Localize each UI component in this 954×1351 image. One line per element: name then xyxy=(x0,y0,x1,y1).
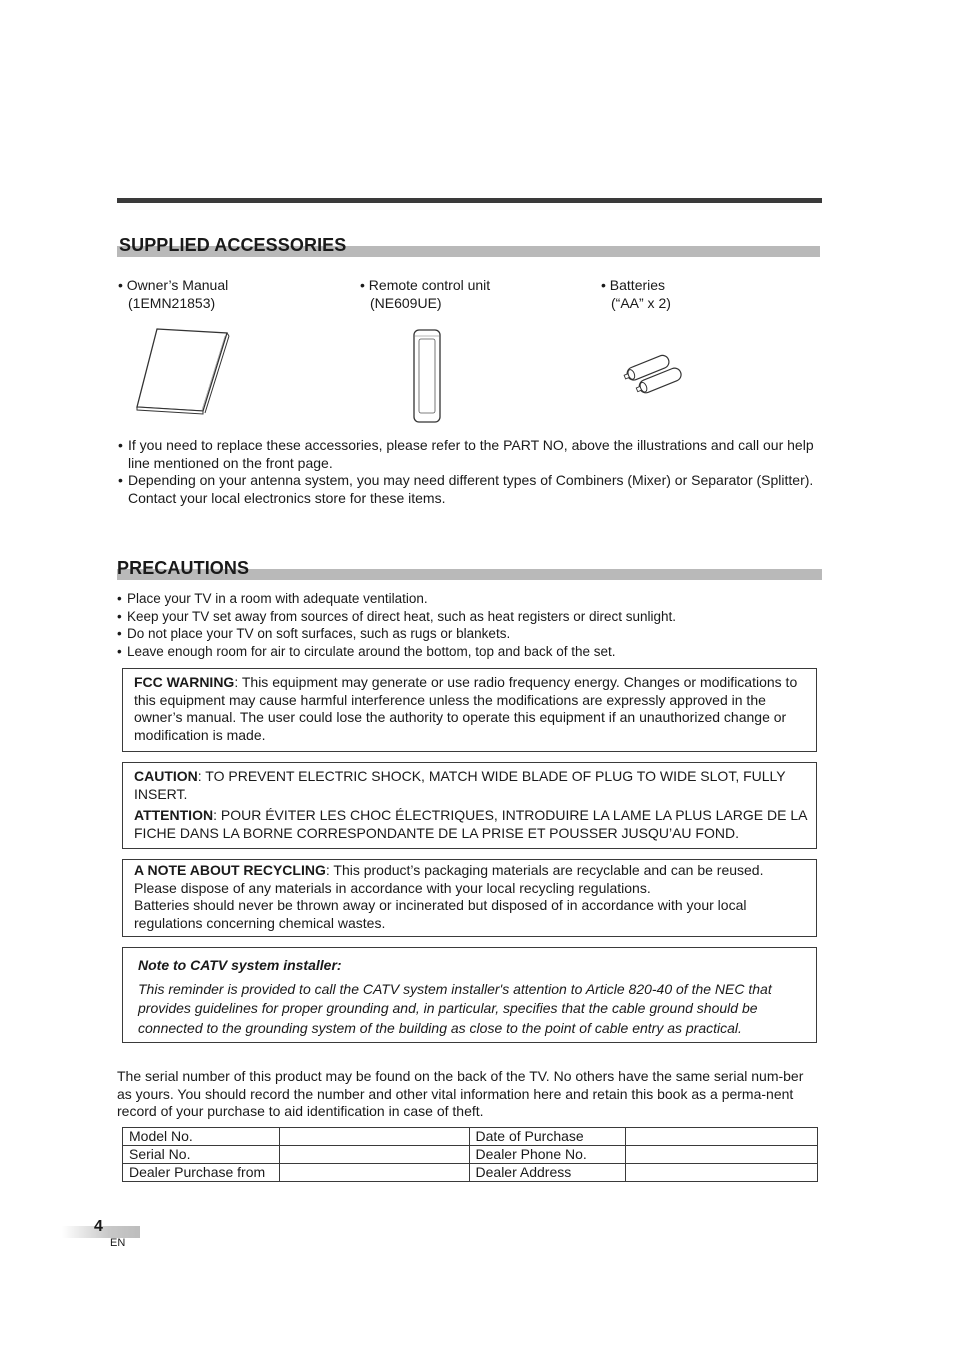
page-language: EN xyxy=(110,1237,126,1249)
caution-label: CAUTION xyxy=(134,768,198,784)
table-cell: Date of Purchase xyxy=(469,1128,626,1146)
batteries-icon xyxy=(620,350,690,398)
recycling-label: A NOTE ABOUT RECYCLING xyxy=(134,862,326,878)
list-item: • Keep your TV set away from sources of direct heat, such as heat registers or direct sunlight. xyxy=(117,608,822,626)
fcc-warning-box xyxy=(122,668,817,752)
table-cell: Serial No. xyxy=(123,1146,280,1164)
accessory-batteries xyxy=(601,276,671,312)
list-item: • Leave enough room for air to circulate around the bottom, top and back of the set. xyxy=(117,643,822,661)
table-cell: Dealer Purchase from xyxy=(123,1164,280,1182)
list-item: • Do not place your TV on soft surfaces, such as rugs or blankets. xyxy=(117,625,822,643)
table-cell-blank[interactable] xyxy=(279,1128,469,1146)
accessory-name: • Owner’s Manual xyxy=(118,277,229,293)
table-cell-blank[interactable] xyxy=(279,1164,469,1182)
caution-box xyxy=(122,762,817,849)
serial-number-text: The serial number of this product may be found on the back of the TV. No others have the same serial num-ber as yours. You should record the number and other vital information here and retain this book as a perma-nent record of your purchase to aid identification in case of theft. xyxy=(117,1068,804,1119)
table-cell-blank[interactable] xyxy=(626,1128,818,1146)
accessory-part: (NE609UE) xyxy=(370,295,442,311)
catv-note-text: This reminder is provided to call the CATV system installer's attention to Article 820-40 of the NEC that provides guidelines for proper grounding and, in particular, specifies that the cable ground should be connected to the grounding system of the building as close to the point of cable entry as practical. xyxy=(138,980,772,1036)
accessory-part: (1EMN21853) xyxy=(128,295,216,311)
accessory-owners-manual xyxy=(118,276,228,312)
remote-icon xyxy=(408,327,448,425)
attention-text: : POUR ÉVITER LES CHOC ÉLECTRIQUES, INTRODUIRE LA LAME LA PLUS LARGE DE LA FICHE DANS LA BORNE CORRESPONDANTE DE LA PRISE ET POUSSER JUSQU’AU FOND. xyxy=(134,807,807,841)
accessory-remote xyxy=(360,276,490,312)
table-row xyxy=(123,1128,818,1146)
caution-text: : TO PREVENT ELECTRIC SHOCK, MATCH WIDE BLADE OF PLUG TO WIDE SLOT, FULLY INSERT. xyxy=(134,768,786,802)
table-cell-blank[interactable] xyxy=(279,1146,469,1164)
accessory-part: (“AA” x 2) xyxy=(611,295,671,311)
catv-note-box xyxy=(122,947,817,1043)
recycling-text: : This product’s packaging materials are recyclable and can be reused. Please dispose of any materials in accordance with your local recycling regulations. xyxy=(134,862,764,896)
attention-label: ATTENTION xyxy=(134,807,214,823)
section-title-precautions: PRECAUTIONS xyxy=(117,558,250,578)
fcc-text: : This equipment may generate or use radio frequency energy. Changes or modifications to this equipment may cause harmful interference unless the modifications are expressly approved in the owner’s manual. The user could lose the authority to operate this equipment if an unauthorized change or modification is made. xyxy=(134,674,798,743)
top-rule xyxy=(117,198,822,203)
table-cell: Model No. xyxy=(123,1128,280,1146)
section-title-supplied-accessories: SUPPLIED ACCESSORIES xyxy=(119,235,347,255)
list-item: • If you need to replace these accessories, please refer to the PART NO, above the illustrations and call our help line mentioned on the front page. xyxy=(118,437,823,472)
accessory-name: • Remote control unit xyxy=(360,277,491,293)
fcc-label: FCC WARNING xyxy=(134,674,235,690)
table-row xyxy=(123,1164,818,1182)
table-cell: Dealer Phone No. xyxy=(469,1146,626,1164)
page-number: 4 xyxy=(94,1218,103,1235)
precautions-list xyxy=(117,590,822,660)
accessory-name: • Batteries xyxy=(601,277,666,293)
table-cell: Dealer Address xyxy=(469,1164,626,1182)
list-item: • Place your TV in a room with adequate ventilation. xyxy=(117,590,822,608)
accessory-notes xyxy=(118,437,823,507)
table-row xyxy=(123,1146,818,1164)
purchase-record-table xyxy=(122,1127,818,1182)
catv-note-title: Note to CATV system installer: xyxy=(138,957,342,973)
recycling-box xyxy=(122,859,817,937)
recycling-text-batteries: Batteries should never be thrown away or incinerated but disposed of in accordance with your local regulations concerning chemical wastes. xyxy=(134,897,747,931)
table-cell-blank[interactable] xyxy=(626,1164,818,1182)
list-item: • Depending on your antenna system, you may need different types of Combiners (Mixer) or Separator (Splitter). Contact your local electronics store for these items. xyxy=(118,472,823,507)
table-cell-blank[interactable] xyxy=(626,1146,818,1164)
manual-icon xyxy=(133,327,233,415)
